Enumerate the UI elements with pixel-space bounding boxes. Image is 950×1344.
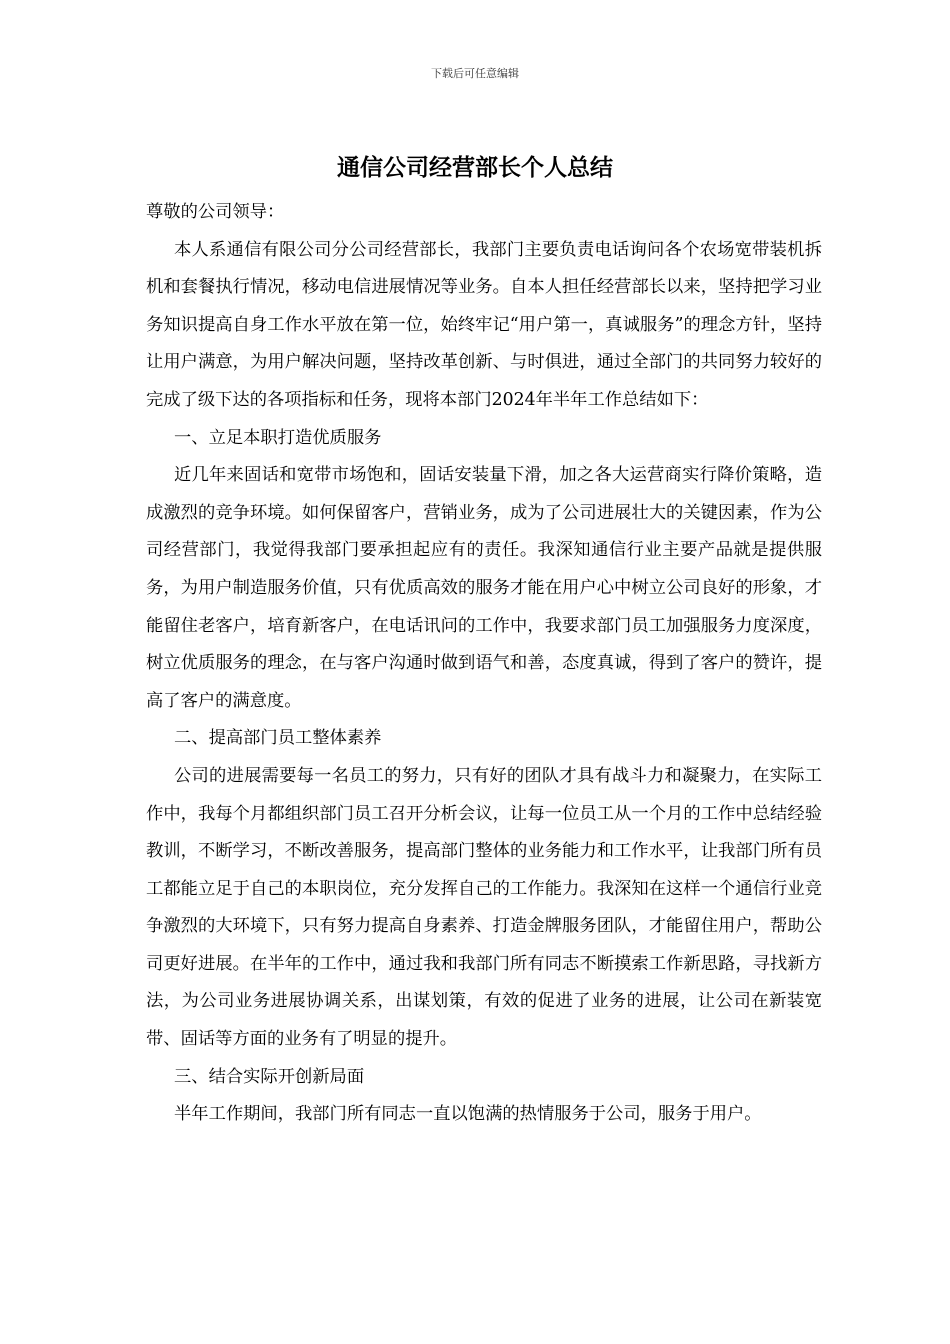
header-note: 下载后可任意编辑 — [431, 67, 519, 80]
paragraph-section-1: 近几年来固话和宽带市场饱和，固话安装量下滑，加之各大运营商实行降价策略，造成激烈的竞争环境。如何保留客户，营销业务，成为了公司进展壮大的关键因素，作为公司经营部门，我觉得我部门要承担起应有的责任。我深知通信行业主要产品就是提供服务，为用户制造服务价值，只有优质高效的服务才能在用户心中树立公司良好的形象，才能留住老客户，培育新客户，在电话讯问的工作中，我要求部门员工加强服务力度深度，树立优质服务的理念，在与客户沟通时做到语气和善，态度真诚，得到了客户的赞许，提高了客户的满意度。 — [146, 465, 822, 711]
section-heading-3: 三、结合实际开创新局面 — [174, 1066, 365, 1087]
document-title: 通信公司经营部长个人总结 — [337, 155, 613, 181]
salutation: 尊敬的公司领导： — [146, 202, 285, 222]
document-body — [146, 194, 822, 1134]
paragraph-intro: 本人系通信有限公司分公司经营部长，我部门主要负责电话询问各个农场宽带装机拆机和套餐执行情况，移动电信进展情况等业务。自本人担任经营部长以来，坚持把学习业务知识提高自身工作水平放在第一位，始终牢记“用户第一，真诚服务”的理念方针，坚持让用户满意，为用户解决问题，坚持改革创新、与时俱进，通过全部门的共同努力较好的完成了级下达的各项指标和任务，现将本部门2024年半年工作总结如下： — [146, 239, 822, 410]
section-heading-1: 一、立足本职打造优质服务 — [174, 427, 382, 448]
paragraph-section-2: 公司的进展需要每一名员工的努力，只有好的团队才具有战斗力和凝聚力，在实际工作中，我每个月都组织部门员工召开分析会议，让每一位员工从一个月的工作中总结经验教训，不断学习，不断改善服务，提高部门整体的业务能力和工作水平，让我部门所有员工都能立足于自己的本职岗位，充分发挥自己的工作能力。我深知在这样一个通信行业竞争激烈的大环境下，只有努力提高自身素养、打造金牌服务团队，才能留住用户，帮助公司更好进展。在半年的工作中，通过我和我部门所有同志不断摸索工作新思路，寻找新方法，为公司业务进展协调关系，出谋划策，有效的促进了业务的进展，让公司在新装宽带、固话等方面的业务有了明显的提升。 — [146, 765, 822, 1050]
paragraph-section-3: 半年工作期间，我部门所有同志一直以饱满的热情服务于公司，服务于用户。 — [174, 1104, 762, 1125]
section-heading-2: 二、提高部门员工整体素养 — [174, 728, 382, 749]
